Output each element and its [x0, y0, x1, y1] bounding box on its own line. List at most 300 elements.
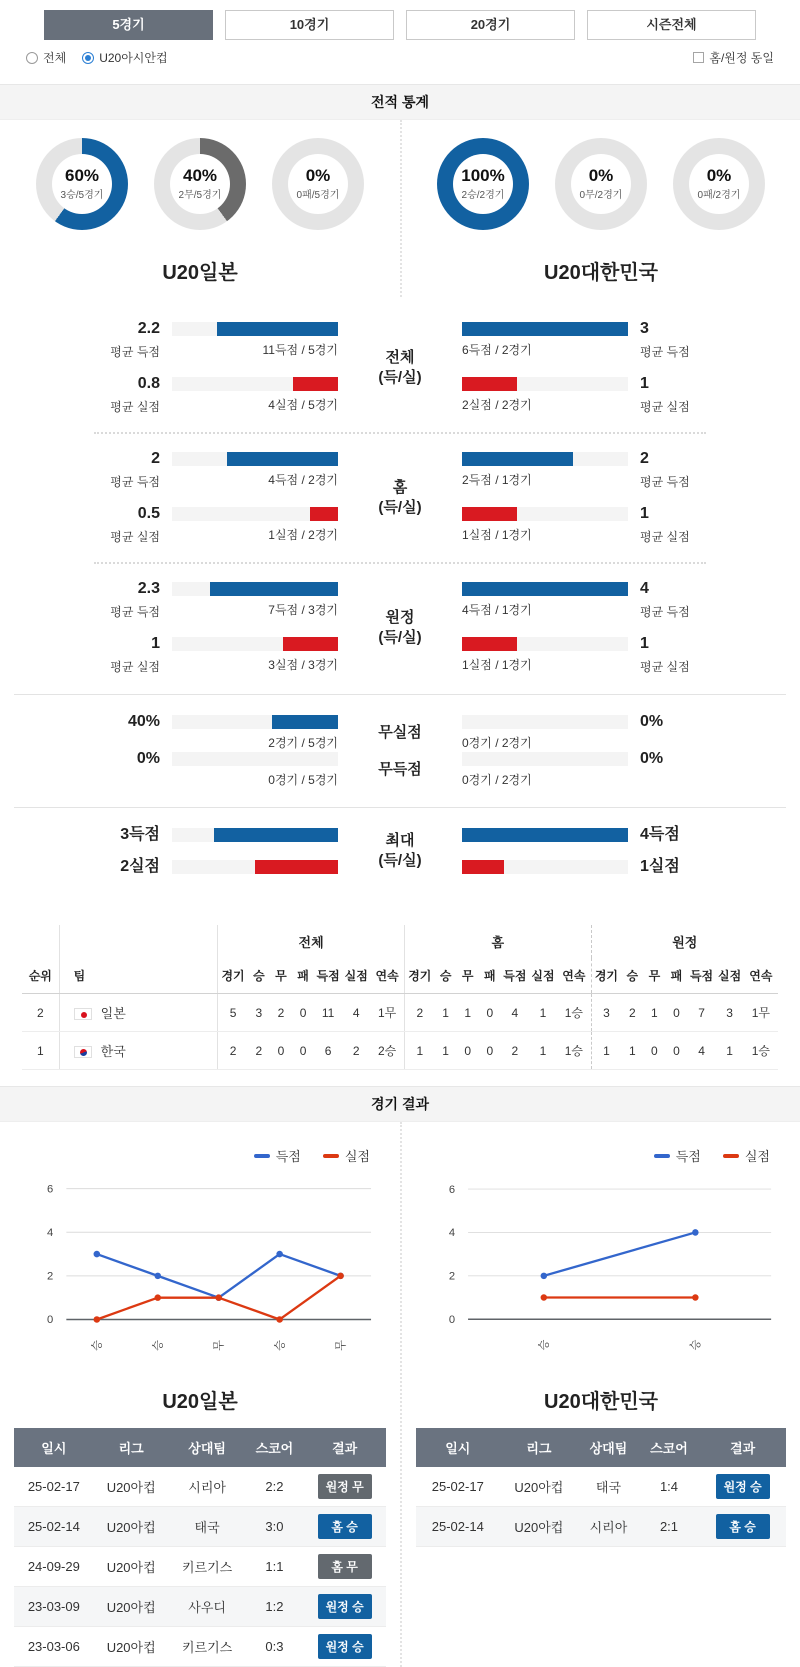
bar-track	[172, 828, 338, 842]
section-divider	[94, 562, 706, 564]
compare-center-label	[350, 831, 450, 871]
match-row	[14, 1627, 386, 1667]
match-col-결과: 결과	[303, 1428, 386, 1467]
svg-text:6: 6	[47, 1183, 54, 1196]
donut-label: 0무/2경기	[579, 190, 623, 201]
compare-value: 2.2	[137, 320, 160, 337]
match-league: U20아컵	[94, 1507, 169, 1547]
compare-value-left	[90, 636, 160, 675]
donut-percent: 0%	[706, 166, 732, 185]
match-score: 2:2	[246, 1467, 304, 1507]
donut-hole	[170, 154, 230, 214]
compare-value: 2	[151, 450, 160, 467]
team-title-left: U20일본	[162, 262, 238, 284]
compare-center-label	[350, 478, 450, 518]
svg-text:승: 승	[152, 1340, 165, 1351]
checkbox-label: 홈/원정 동일	[709, 51, 774, 65]
compare-bar-right	[462, 506, 628, 543]
col-header-경기: 경기	[591, 958, 621, 994]
compare-section	[0, 297, 800, 901]
bar-sublabel: 2경기 / 5경기	[268, 736, 338, 750]
match-row	[14, 1547, 386, 1587]
match-date: 25-02-17	[416, 1467, 500, 1507]
bar-fill	[217, 322, 338, 336]
bar-track	[462, 322, 628, 336]
compare-value: 2.3	[137, 580, 160, 597]
center-label-line: 무득점	[378, 760, 422, 778]
chart-legend-left	[14, 1122, 386, 1169]
match-league: U20아컵	[94, 1547, 169, 1587]
compare-group-전체	[0, 321, 800, 415]
tab-10경기[interactable]: 10경기	[225, 10, 394, 40]
blank-header	[22, 925, 59, 958]
result-badge: 원정 무	[318, 1474, 372, 1499]
bar-track	[172, 507, 338, 521]
compare-bar-left	[172, 751, 338, 788]
compare-value-right	[640, 751, 710, 767]
donut-hole	[571, 154, 631, 214]
bar-track	[172, 322, 338, 336]
stat-cell: 2	[501, 1032, 529, 1070]
donut-label: 3승/5경기	[60, 190, 104, 201]
stat-cell: 1	[643, 994, 665, 1032]
legend-label: 실점	[744, 1149, 770, 1164]
compare-value-label: 평균 실점	[640, 660, 690, 674]
stat-cell: 7	[687, 994, 715, 1032]
match-opponent: 시리아	[169, 1467, 246, 1507]
svg-text:2: 2	[47, 1270, 54, 1283]
col-header-경기: 경기	[218, 958, 248, 994]
compare-bar-left	[172, 321, 338, 358]
result-badge: 홈 승	[716, 1514, 770, 1539]
blank-header	[59, 925, 218, 958]
bar-track	[462, 752, 628, 766]
compare-value: 1	[640, 375, 649, 392]
donut-hole	[453, 154, 513, 214]
bar-fill	[462, 637, 517, 651]
match-date: 23-03-09	[14, 1587, 94, 1627]
donut-label: 0패/5경기	[296, 190, 340, 201]
bar-track	[172, 715, 338, 729]
col-header-승: 승	[435, 958, 457, 994]
radio-u20-asian-cup[interactable]	[82, 49, 167, 66]
bar-sublabel: 11득점 / 5경기	[262, 343, 338, 357]
section-divider	[94, 432, 706, 434]
filter-row	[0, 40, 800, 68]
donut-0패/5경기	[272, 138, 364, 230]
result-badge: 원정 승	[318, 1594, 372, 1619]
results-half-left	[0, 1122, 400, 1667]
bar-sublabel: 7득점 / 3경기	[268, 603, 338, 617]
legend-label: 실점	[344, 1149, 370, 1164]
svg-text:6: 6	[448, 1183, 456, 1196]
radio-off-icon	[26, 52, 38, 64]
stat-cell: 0	[479, 1032, 501, 1070]
ranking-table	[22, 925, 778, 1070]
donut-hole	[52, 154, 112, 214]
col-header-승: 승	[248, 958, 270, 994]
bar-fill	[255, 860, 338, 874]
center-label-line: (득/실)	[378, 852, 422, 869]
compare-bar-left	[172, 376, 338, 413]
tab-시즌전체[interactable]: 시즌전체	[587, 10, 756, 40]
donut-3승/5경기	[36, 138, 128, 230]
bar-track	[172, 637, 338, 651]
compare-group-무실점	[0, 714, 800, 751]
col-header-무: 무	[270, 958, 292, 994]
compare-value: 2	[640, 450, 649, 467]
col-header-득점: 득점	[687, 958, 715, 994]
donut-label: 2승/2경기	[461, 190, 505, 201]
stat-cell: 0	[665, 994, 687, 1032]
compare-center-label	[350, 760, 450, 780]
bar-fill	[310, 507, 338, 521]
compare-value-label: 평균 득점	[110, 605, 160, 619]
col-header-패: 패	[665, 958, 687, 994]
compare-value-right	[640, 581, 710, 620]
match-col-리그: 리그	[94, 1428, 169, 1467]
match-date: 25-02-14	[14, 1507, 94, 1547]
bar-fill	[462, 860, 504, 874]
compare-value-label: 평균 실점	[640, 400, 690, 414]
chart-title-left: U20일본	[162, 1391, 238, 1413]
group-header-전체: 전체	[218, 925, 405, 958]
bar-sublabel: 1실점 / 2경기	[268, 528, 338, 542]
match-result	[699, 1467, 786, 1507]
center-label-line: (득/실)	[378, 629, 422, 646]
result-badge: 홈 승	[318, 1514, 372, 1539]
bar-track	[462, 582, 628, 596]
compare-value-label: 평균 득점	[110, 345, 160, 359]
bar-fill	[462, 377, 517, 391]
donut-half-left	[0, 120, 400, 297]
compare-value: 0.5	[137, 505, 160, 522]
compare-value-label: 평균 득점	[640, 475, 690, 489]
bar-fill	[227, 452, 338, 466]
col-header-패: 패	[479, 958, 501, 994]
stat-cell: 1	[435, 1032, 457, 1070]
bar-track	[172, 860, 338, 874]
compare-bar-left	[172, 636, 338, 673]
compare-value-label: 평균 득점	[640, 345, 690, 359]
compare-value: 4	[640, 580, 649, 597]
bar-fill	[462, 507, 517, 521]
result-badge: 원정 승	[716, 1474, 770, 1499]
match-date: 25-02-14	[416, 1507, 500, 1547]
svg-text:무: 무	[213, 1340, 226, 1351]
stat-cell: 2	[621, 994, 643, 1032]
compare-bar-right	[462, 751, 628, 788]
compare-value-right	[640, 506, 710, 545]
team-cell: 한국	[59, 1032, 218, 1070]
compare-value: 3	[640, 320, 649, 337]
col-header-연속: 연속	[744, 958, 778, 994]
stat-cell: 0	[665, 1032, 687, 1070]
bar-sublabel: 1실점 / 1경기	[462, 658, 532, 672]
center-label-line: 전체	[385, 349, 415, 366]
stat-cell: 1	[716, 1032, 744, 1070]
center-label-line: 홈	[392, 479, 408, 496]
stat-cell: 2승	[370, 1032, 404, 1070]
compare-bar-left	[172, 827, 338, 842]
stats-section-header: 전적 통계	[0, 84, 800, 120]
line-chart-right	[416, 1169, 786, 1369]
legend-item-실점	[323, 1146, 370, 1165]
match-score: 1:2	[246, 1587, 304, 1627]
svg-text:2: 2	[448, 1270, 456, 1283]
center-label-line: (득/실)	[378, 369, 422, 386]
match-league: U20아컵	[94, 1627, 169, 1667]
radio-all[interactable]	[26, 49, 66, 66]
compare-value-right	[640, 859, 710, 875]
bar-fill	[462, 828, 628, 842]
chart-title-right: U20대한민국	[544, 1391, 658, 1413]
home-away-same-checkbox[interactable]	[693, 49, 774, 66]
match-league: U20아컵	[94, 1467, 169, 1507]
tab-20경기[interactable]: 20경기	[406, 10, 575, 40]
donut-0무/2경기	[555, 138, 647, 230]
compare-bar-left	[172, 859, 338, 874]
bar-fill	[283, 637, 338, 651]
compare-center-label	[350, 348, 450, 388]
stat-cell: 1	[529, 994, 557, 1032]
compare-bar-right	[462, 321, 628, 358]
match-result	[303, 1627, 386, 1667]
match-league: U20아컵	[500, 1467, 579, 1507]
chart-legend-right	[416, 1122, 786, 1169]
compare-center-label	[350, 723, 450, 743]
bar-track	[172, 377, 338, 391]
compare-bar-right	[462, 581, 628, 618]
bar-sublabel: 4실점 / 5경기	[268, 398, 338, 412]
stat-cell: 2	[248, 1032, 270, 1070]
compare-group-홈	[0, 451, 800, 545]
bar-sublabel: 4득점 / 1경기	[462, 603, 532, 617]
section-divider	[14, 807, 786, 808]
radio-all-label: 전체	[43, 51, 67, 65]
compare-value-left	[90, 321, 160, 360]
compare-bar-right	[462, 451, 628, 488]
center-label-line: 무실점	[378, 723, 422, 741]
stat-cell: 3	[248, 994, 270, 1032]
match-col-상대팀: 상대팀	[169, 1428, 246, 1467]
ranking-row-한국	[22, 1032, 778, 1070]
compare-bar-right	[462, 859, 628, 874]
compare-value-label: 평균 득점	[110, 475, 160, 489]
bar-sublabel: 0경기 / 2경기	[462, 736, 532, 750]
col-header-무: 무	[643, 958, 665, 994]
bar-sublabel: 6득점 / 2경기	[462, 343, 532, 357]
donut-percent: 0%	[305, 166, 331, 185]
compare-group-원정	[0, 581, 800, 675]
match-row	[416, 1467, 786, 1507]
stat-cell: 3	[716, 994, 744, 1032]
bar-sublabel: 0경기 / 5경기	[268, 773, 338, 787]
stat-cell: 0	[479, 994, 501, 1032]
match-col-일시: 일시	[416, 1428, 500, 1467]
bar-fill	[214, 828, 339, 842]
compare-value: 1	[151, 635, 160, 652]
compare-value-right	[640, 714, 710, 730]
match-table-right	[416, 1428, 786, 1547]
bar-track	[462, 828, 628, 842]
compare-value-right	[640, 827, 710, 843]
col-header-실점: 실점	[716, 958, 744, 994]
compare-value-left	[90, 376, 160, 415]
tab-5경기[interactable]: 5경기	[44, 10, 213, 40]
bar-fill	[462, 322, 628, 336]
match-score: 1:1	[246, 1547, 304, 1587]
bar-track	[462, 715, 628, 729]
stat-cell: 1	[404, 1032, 434, 1070]
match-result	[303, 1547, 386, 1587]
col-header-무: 무	[457, 958, 479, 994]
match-date: 25-02-17	[14, 1467, 94, 1507]
donut-hole	[689, 154, 749, 214]
match-date: 24-09-29	[14, 1547, 94, 1587]
match-col-결과: 결과	[699, 1428, 786, 1467]
compare-value: 4득점	[640, 826, 680, 843]
stat-cell: 2	[404, 994, 434, 1032]
period-tabs	[0, 0, 800, 40]
stat-cell: 0	[457, 1032, 479, 1070]
compare-bar-left	[172, 506, 338, 543]
bar-sublabel: 2실점 / 2경기	[462, 398, 532, 412]
compare-bar-left	[172, 451, 338, 488]
bar-track	[462, 860, 628, 874]
match-table-left	[14, 1428, 386, 1667]
match-score: 3:0	[246, 1507, 304, 1547]
svg-text:승: 승	[690, 1339, 703, 1351]
compare-value-label: 평균 실점	[110, 400, 160, 414]
donut-percent: 0%	[588, 166, 614, 185]
col-header-실점: 실점	[342, 958, 370, 994]
compare-value: 0%	[640, 713, 664, 730]
match-opponent: 키르기스	[169, 1627, 246, 1667]
match-col-스코어: 스코어	[246, 1428, 304, 1467]
radio-u20-label: U20아시안컵	[99, 51, 168, 65]
match-col-상대팀: 상대팀	[578, 1428, 639, 1467]
col-header-연속: 연속	[370, 958, 404, 994]
checkbox-icon	[693, 52, 704, 63]
match-score: 1:4	[639, 1467, 700, 1507]
col-header-경기: 경기	[404, 958, 434, 994]
col-header-실점: 실점	[529, 958, 557, 994]
compare-group-무득점	[0, 751, 800, 788]
compare-value-left	[90, 827, 160, 843]
svg-text:4: 4	[47, 1226, 54, 1239]
compare-bar-left	[172, 581, 338, 618]
match-col-스코어: 스코어	[639, 1428, 700, 1467]
donut-percent: 60%	[64, 166, 100, 185]
legend-swatch-icon	[723, 1154, 739, 1158]
match-col-리그: 리그	[500, 1428, 579, 1467]
bar-track	[462, 452, 628, 466]
section-divider	[14, 694, 786, 695]
stat-cell: 1	[435, 994, 457, 1032]
stat-cell: 1	[621, 1032, 643, 1070]
compare-value: 3득점	[120, 826, 160, 843]
bar-track	[462, 507, 628, 521]
compare-value: 0%	[136, 750, 160, 767]
compare-value-right	[640, 636, 710, 675]
stat-cell: 3	[591, 994, 621, 1032]
stat-cell: 1	[457, 994, 479, 1032]
compare-value: 0.8	[137, 375, 160, 392]
legend-item-득점	[254, 1146, 301, 1165]
match-col-일시: 일시	[14, 1428, 94, 1467]
svg-text:0: 0	[47, 1314, 54, 1327]
svg-text:0: 0	[448, 1313, 456, 1326]
compare-value-left	[90, 859, 160, 875]
result-badge: 홈 무	[318, 1554, 372, 1579]
center-label-line: (득/실)	[378, 499, 422, 516]
compare-value-left	[90, 506, 160, 545]
stat-cell: 11	[314, 994, 342, 1032]
legend-item-실점	[723, 1146, 770, 1165]
compare-bar-right	[462, 376, 628, 413]
donut-percent: 100%	[461, 166, 505, 185]
donut-row-left	[14, 120, 386, 230]
bar-sublabel: 3실점 / 3경기	[268, 658, 338, 672]
donut-row-right	[416, 120, 786, 230]
match-row	[14, 1467, 386, 1507]
match-opponent: 태국	[169, 1507, 246, 1547]
bar-fill	[462, 582, 628, 596]
stat-cell: 0	[270, 1032, 292, 1070]
results-half-right	[400, 1122, 800, 1667]
stat-cell: 4	[687, 1032, 715, 1070]
center-label-line: 최대	[385, 832, 415, 849]
bar-fill	[293, 377, 338, 391]
svg-text:승: 승	[91, 1340, 104, 1351]
result-badge: 원정 승	[318, 1634, 372, 1659]
compare-bar-right	[462, 636, 628, 673]
stat-cell: 1승	[557, 1032, 591, 1070]
compare-value-right	[640, 321, 710, 360]
match-row	[14, 1587, 386, 1627]
donut-half-right	[400, 120, 800, 297]
match-opponent: 키르기스	[169, 1547, 246, 1587]
donut-label: 0패/2경기	[697, 190, 741, 201]
col-header-연속: 연속	[557, 958, 591, 994]
compare-value-right	[640, 451, 710, 490]
bar-sublabel: 1실점 / 1경기	[462, 528, 532, 542]
col-header-패: 패	[292, 958, 314, 994]
stat-cell: 6	[314, 1032, 342, 1070]
match-opponent: 태국	[578, 1467, 639, 1507]
compare-value-label: 평균 득점	[640, 605, 690, 619]
stat-cell: 1	[591, 1032, 621, 1070]
team-header: 팀	[59, 958, 218, 994]
center-label-line: 원정	[385, 609, 415, 626]
match-score: 0:3	[246, 1627, 304, 1667]
stat-cell: 4	[342, 994, 370, 1032]
donut-section	[0, 120, 800, 297]
stat-cell: 1	[529, 1032, 557, 1070]
donut-hole	[288, 154, 348, 214]
match-score: 2:1	[639, 1507, 700, 1547]
rank-cell: 2	[22, 994, 59, 1032]
group-header-원정: 원정	[591, 925, 778, 958]
donut-2승/2경기	[437, 138, 529, 230]
compare-bar-right	[462, 827, 628, 842]
bar-track	[172, 452, 338, 466]
stat-cell: 1무	[370, 994, 404, 1032]
group-header-홈: 홈	[404, 925, 591, 958]
compare-value: 0%	[640, 750, 664, 767]
donut-0패/2경기	[673, 138, 765, 230]
